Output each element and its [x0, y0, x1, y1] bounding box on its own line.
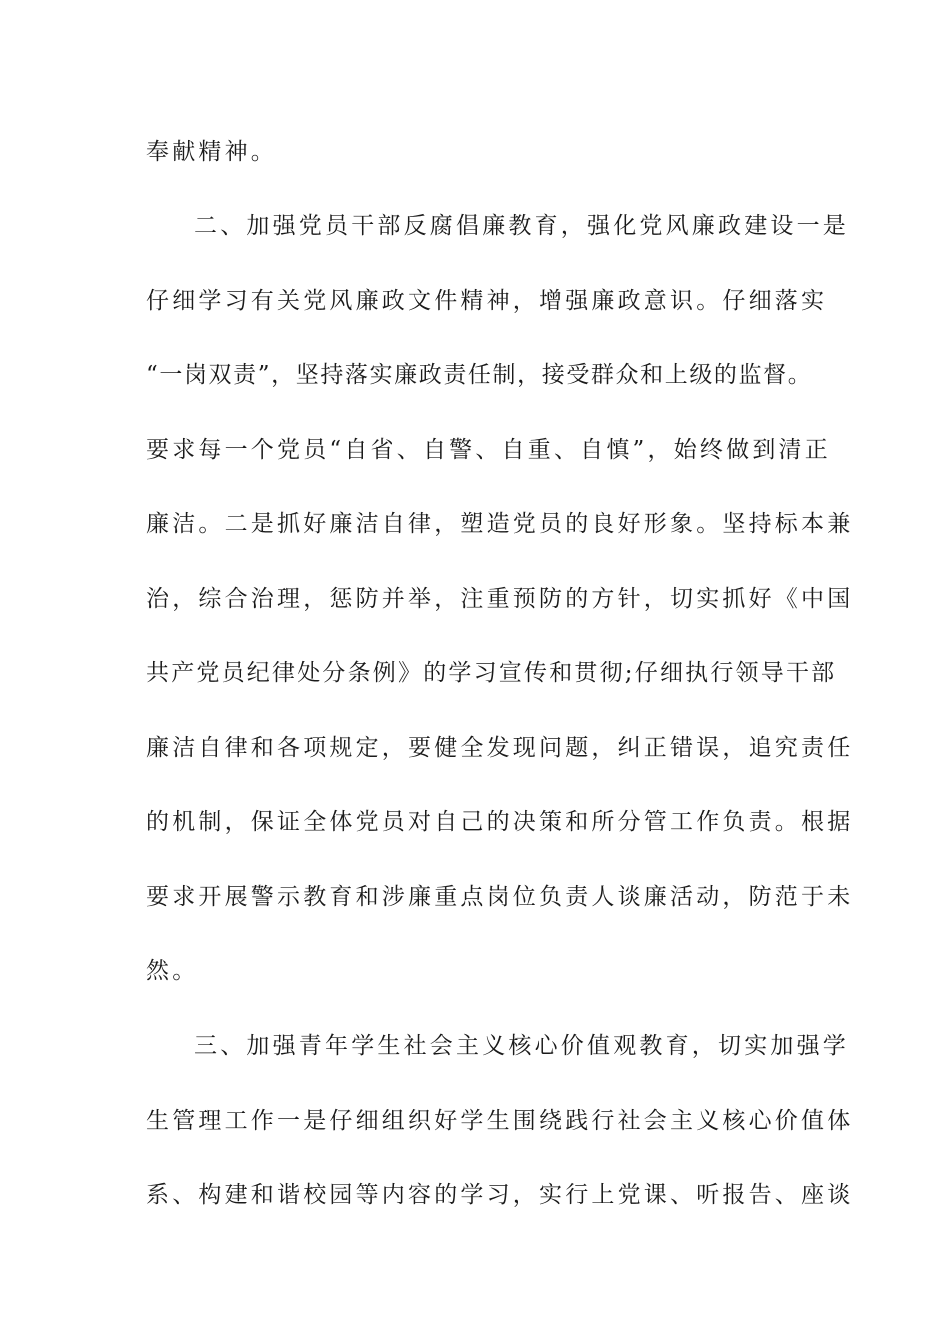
- text-line: 共产党员纪律处分条例》的学习宣传和贯彻;仔细执行领导干部: [146, 660, 837, 686]
- text-line: 要求开展警示教育和涉廉重点岗位负责人谈廉活动，防范于未: [146, 884, 854, 910]
- text-line: 奉献精神。: [146, 139, 277, 165]
- text-line: 要求每一个党员“自省、自警、自重、自慎”，始终做到清正: [146, 437, 831, 463]
- text-line: 然。: [146, 958, 199, 984]
- text-line: 的机制，保证全体党员对自己的决策和所分管工作负责。根据: [146, 809, 854, 835]
- text-line: 廉洁。二是抓好廉洁自律，塑造党员的良好形象。坚持标本兼: [146, 511, 854, 537]
- text-line: 仔细学习有关党风廉政文件精神，增强廉政意识。仔细落实: [146, 288, 828, 314]
- paragraph-heading: 二、加强党员干部反腐倡廉教育，强化党风廉政建设一是: [194, 213, 849, 239]
- text-line: 治，综合治理，惩防并举，注重预防的方针，切实抓好《中国: [146, 586, 854, 612]
- text-line: 生管理工作一是仔细组织好学生围绕践行社会主义核心价值体: [146, 1108, 854, 1134]
- paragraph-heading: 三、加强青年学生社会主义核心价值观教育，切实加强学: [194, 1033, 849, 1059]
- text-line: 系、构建和谐校园等内容的学习，实行上党课、听报告、座谈: [146, 1182, 854, 1208]
- text-line: “一岗双责”，坚持落实廉政责任制，接受群众和上级的监督。: [146, 362, 813, 388]
- text-line: 廉洁自律和各项规定，要健全发现问题，纠正错误，追究责任: [146, 735, 854, 761]
